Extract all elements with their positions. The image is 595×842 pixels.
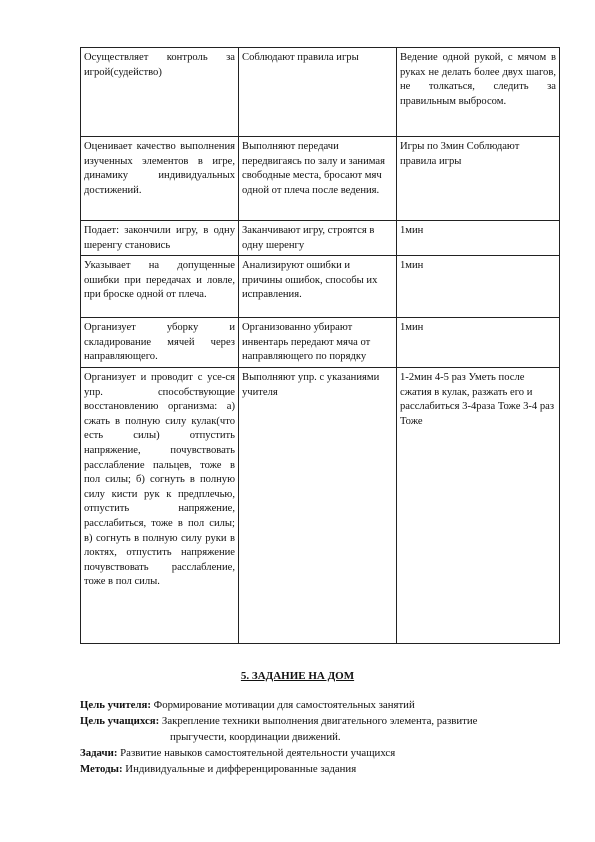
table-row <box>81 48 560 137</box>
table-row <box>81 221 560 256</box>
tasks-text: Развитие навыков самостоятельной деятельности учащихся <box>120 747 396 759</box>
note-text: 1мин <box>400 225 424 236</box>
note-reps-b: 3-4раза <box>462 401 496 413</box>
goal-teacher-label: Цель учителя: <box>80 699 151 711</box>
methods-text: Индивидуальные и дифференцированные задания <box>125 763 357 775</box>
teacher-action-cell: Организует уборку и складирование мячей через направляющего. <box>81 318 239 368</box>
students-action-cell: Анализируют ошибки и причины ошибок, способы их исправления. <box>239 256 397 318</box>
tasks <box>80 746 560 762</box>
teacher-action-cell: Подает: закончили игру, в одну шеренгу становись <box>81 221 239 256</box>
teacher-action-cell: Указывает на допущенные ошибки при передачах и ловле, при броске одной от плеча. <box>81 256 239 318</box>
students-action-cell: Организованно убирают инвентарь передают мяча от направляющего по порядку <box>239 318 397 368</box>
teacher-action-cell <box>81 367 239 643</box>
students-action-cell: Заканчивают игру, строятся в одну шеренгу <box>239 221 397 256</box>
section-title: 5. ЗАДАНИЕ НА ДОМ <box>240 670 355 682</box>
note-text: 1мин <box>400 260 424 272</box>
table-row <box>81 367 560 643</box>
goal-students-text-cont: прыгучести, координации движений. <box>170 730 341 743</box>
note-duration: 1-2мин <box>400 371 433 383</box>
goal-teacher-text: Формирование мотивации для самостоятельных занятий <box>153 699 415 711</box>
teacher-action-cell: Осуществляет контроль за игрой(судейство) <box>81 48 239 137</box>
note-text: Игры по 3мин <box>400 141 465 152</box>
students-action-cell: Соблюдают правила игры <box>239 48 397 137</box>
goal-teacher <box>80 698 560 714</box>
table-row <box>81 256 560 318</box>
note-same-c: Тоже <box>400 415 423 427</box>
exercise-a: а) сжать в полную силу кулак(что есть силы) отпустить напряжение, почувствовать расслабление пальцев, тоже в пол силы; <box>84 401 235 486</box>
notes-cell <box>397 137 560 221</box>
notes-cell <box>397 367 560 643</box>
notes-cell <box>397 221 560 256</box>
goal-students-label: Цель учащихся: <box>80 715 160 727</box>
note-reps-a: 4-5 раз <box>434 371 466 383</box>
note-text: 1мин <box>400 322 424 334</box>
goal-students-text: Закрепление техники выполнения двигательного элемента, развитие <box>161 715 478 727</box>
exercise-intro: Организует и проводит с уcе-ся упр. способствующие восстановлению организма: <box>84 371 235 413</box>
note-same-b: Тоже <box>497 401 521 413</box>
students-action-cell: Выполняют передачи передвигаясь по залу и занимая свободные места, бросают мяч одной от плеча после ведения. <box>239 137 397 221</box>
note-text: Ведение одной рукой, с мячом в руках не делать более двух шагов, не толкаться, следить за правильным выбросом. <box>400 52 556 107</box>
students-action-cell: Выполняют упр. с указаниями учителя <box>239 367 397 643</box>
notes-cell <box>397 48 560 137</box>
exercise-c: в) согнуть в полную силу руки в локтях, отпустить напряжение почувствовать расслабление, тоже в пол силы. <box>84 532 235 588</box>
methods <box>80 762 560 778</box>
table-row <box>81 137 560 221</box>
tasks-label: Задачи: <box>80 747 118 759</box>
notes-cell <box>397 256 560 318</box>
teacher-action-cell: Оценивает качество выполнения изученных элементов в игре, динамику индивидуальных достижений. <box>81 137 239 221</box>
goal-students <box>80 714 560 745</box>
exercise-b: б) согнуть в полную силу кисти рук к предплечью, отпустить напряжение, расслабиться, тоже в пол силы; <box>84 474 235 529</box>
methods-label: Методы: <box>80 763 123 775</box>
table-row <box>81 318 560 368</box>
lesson-plan-table <box>80 47 560 644</box>
note-reps-c: 3-4 раз <box>523 401 555 413</box>
notes-cell <box>397 318 560 368</box>
note-tip-a: Уметь после сжатия в кулак, разжать его и расслабиться <box>400 371 533 413</box>
note-text: Соблюдают правила игры <box>400 141 520 167</box>
